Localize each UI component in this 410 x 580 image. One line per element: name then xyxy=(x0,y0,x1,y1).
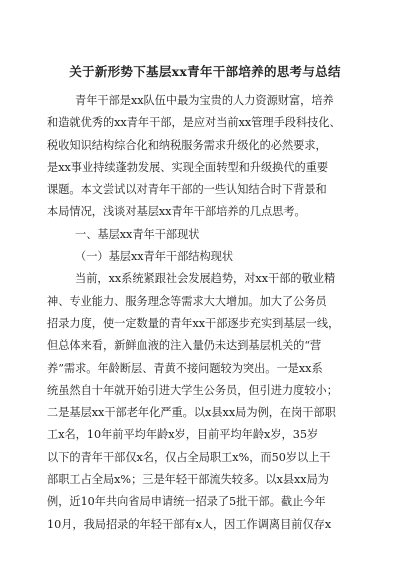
document-title: 关于新形势下基层xx青年干部培养的思考与总结 xyxy=(69,64,341,79)
body-text-line: 一、基层xx青年干部现状 xyxy=(75,227,200,241)
body-text-line: 和造就优秀的xx青年干部，是应对当前xx管理手段科技化、 xyxy=(47,116,341,130)
body-text-line: 税收知识结构综合化和纳税服务需求升级化的必然要求， xyxy=(47,138,327,152)
body-text-line: 例，近10年共向省局申请统一招录了5批干部。截止今年 xyxy=(47,495,326,509)
body-text-line: 本局情况，浅谈对基层xx青年干部培养的几点思考。 xyxy=(47,205,306,219)
body-text-line: 招录力度，使一定数量的青年xx干部逐步充实到基层一线， xyxy=(47,316,340,330)
body-text-line: 神、专业能力、服务理念等需求大大增加。加大了公务员 xyxy=(47,294,327,308)
document-body xyxy=(47,90,377,536)
body-text-line: 二是基层xx干部老年化严重。以x县xx局为例，在岗干部职 xyxy=(47,406,336,420)
body-text-line: 但总体来看，新鲜血液的注入量仍未达到基层机关的“营 xyxy=(47,339,322,353)
body-text-line: 课题。本文尝试以对青年干部的一些认知结合时下背景和 xyxy=(47,183,327,197)
body-text-line: 是xx事业持续蓬勃发展、实现全面转型和升级换代的重要 xyxy=(47,160,329,174)
body-text-line: 养”需求。年龄断层、青黄不接问题较为突出。一是xx系 xyxy=(47,361,323,375)
body-text-line: 部职工占全局x%；三是年轻干部流失较多。以x县xx局为 xyxy=(47,473,329,487)
body-text-line: 以下的青年干部仅x名，仅占全局职工x%，而50岁以上干 xyxy=(47,450,331,464)
body-text-line: 工x名，10年前平均年龄x岁，目前平均年龄x岁，35岁 xyxy=(47,428,319,442)
body-text-line: 当前，xx系统紧跟社会发展趋势，对xx干部的敬业精 xyxy=(75,272,336,286)
body-text-line: 10月，我局招录的年轻干部有x人，因工作调离目前仅存x xyxy=(47,517,332,531)
body-text-line: （一）基层xx青年干部结构现状 xyxy=(75,250,234,264)
body-text-line: 青年干部是xx队伍中最为宝贵的人力资源财富，培养 xyxy=(75,94,334,107)
body-text-line: 统虽然自十年就开始引进大学生公务员，但引进力度较小； xyxy=(47,383,338,397)
